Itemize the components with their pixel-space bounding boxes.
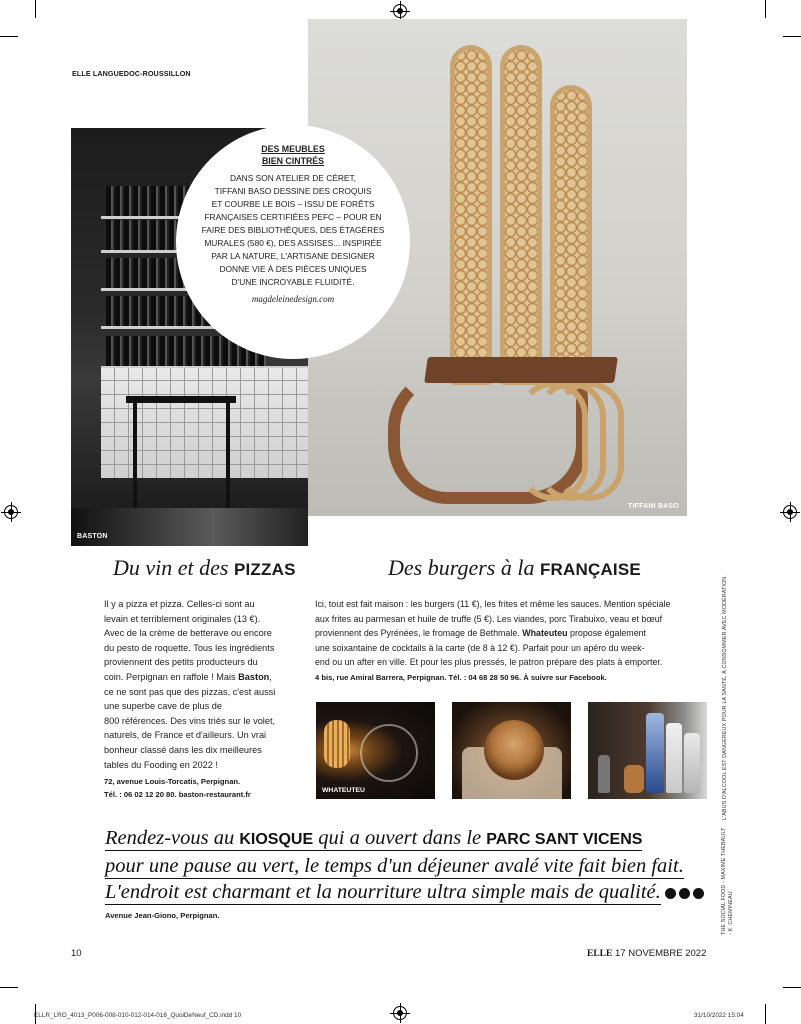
timestamp-slug: 31/10/2022 15:04: [694, 1012, 744, 1019]
callout-body: DANS SON ATELIER DE CÉRET, TIFFANI BASO DESSINE DES CROQUIS ET COURBE LE BOIS – ISSU DE FORÊTS FRANÇAISES CERTIFIÉES PEFC – POUR EN FAIRE DES BIBLIOTHÈQUES, DES ÉTAGÈRES MURALES (580 €), DES ASSISES... INSPIRÉE PAR LA NATURE, L'ARTISANE DESIGNER DONNE VIE À DES PIÈCES UNIQUES D'UNE INCROYABLE FLUIDITÉ.: [201, 173, 385, 287]
registration-mark-icon: [393, 1006, 407, 1020]
crop-mark: [35, 0, 36, 18]
crop-mark: [0, 36, 18, 37]
registration-mark-icon: [783, 505, 797, 519]
burger-photo: [452, 702, 571, 799]
page-number: 10: [71, 948, 82, 959]
photo-caption-baston: BASTON: [77, 533, 108, 540]
whateuteu-name: Whateuteu: [522, 628, 568, 639]
file-slug: ELLR_LRO_4013_P006-008-010-012-014-016_QuoiDeNeuf_CD.indd 10: [34, 1012, 242, 1019]
alcohol-warning: L'ABUS D'ALCOOL EST DANGEREUX POUR LA SANTÉ, À CONSOMMER AVEC MODÉRATION.: [722, 575, 728, 820]
pizzas-body: Il y a pizza et pizza. Celles-ci sont au levain et terriblement originales (13 €). Avec de la crème de betterave ou encore du pesto de roquette. Tous les ingrédients proviennent des petits producteurs du coin. Perpignan en raffole ! Mais Baston, ce ne sont pas que des pizzas, c'est aussi une superbe cave de plus de 800 références. Des vins triés sur le volet, naturels, de France et d'ailleurs. Un vrai bonheur classé dans les dix meilleures tables du Fooding en 2022 !: [104, 599, 276, 770]
burgers-heading: Des burgers à la FRANÇAISE: [388, 555, 641, 580]
magazine-folio: ELLE 17 NOVEMBRE 2022: [587, 948, 707, 959]
photo-credits: THE SOCIAL FOOD - MAXIME THEBAULT - K. CHEMINEAU: [721, 827, 734, 935]
kiosque-address: Avenue Jean-Giono, Perpignan.: [105, 911, 220, 920]
registration-mark-icon: [4, 505, 18, 519]
photo-caption-tiffani: TIFFANI BASO: [627, 503, 679, 510]
crop-mark: [783, 36, 801, 37]
burgers-address: 4 bis, rue Amiral Barrera, Perpignan. Tél. : 04 68 28 50 96. À suivre sur Facebook.: [315, 673, 607, 682]
kiosque-feature: Rendez-vous au KIOSQUE qui a ouvert dans le PARC SANT VICENS pour une pause au vert, le temps d'un déjeuner avalé vite fait bien fait. L'endroit est charmant et la nourriture ultra simple mais de qualité.: [105, 825, 685, 906]
crop-mark: [765, 0, 766, 18]
section-label: ELLE LANGUEDOC-ROUSSILLON: [72, 69, 191, 78]
cocktails-photo: [588, 702, 707, 799]
callout-circle: [176, 125, 410, 359]
bullet-dots-icon: [665, 880, 707, 906]
burgers-body: Ici, tout est fait maison : les burgers (11 €), les frites et même les sauces. Mention spéciale aux frites au parmesan et huile de truffe (5 €). Les viandes, porc Tirabuixo, veau et bœuf proviennent des Pyrénées, le fromage de Bethmale. Whateuteu propose également une soixantaine de cocktails à la carte (de 8 à 12 €). Parfait pour un apéro du week- end ou un after en ville. Et pour les plus pressés, le patron prépare des plats à emporter.: [315, 599, 671, 668]
crop-mark: [765, 1004, 766, 1024]
callout-url[interactable]: magdeleinedesign.com: [251, 294, 335, 304]
callout-heading: DES MEUBLES BIEN CINTRÉS: [261, 144, 325, 166]
registration-mark-icon: [393, 4, 407, 18]
whateuteu-interior-photo: [316, 702, 435, 799]
baston-name: Baston: [238, 671, 270, 682]
pizzas-heading: Du vin et des PIZZAS: [113, 555, 296, 580]
crop-mark: [0, 987, 18, 988]
photo-caption-whateuteu: WHATEUTEU: [322, 787, 365, 794]
crop-mark: [783, 987, 801, 988]
pizzas-address: 72, avenue Louis-Torcatis, Perpignan. Tél. : 06 02 12 20 80. baston-restaurant.fr: [104, 777, 251, 799]
